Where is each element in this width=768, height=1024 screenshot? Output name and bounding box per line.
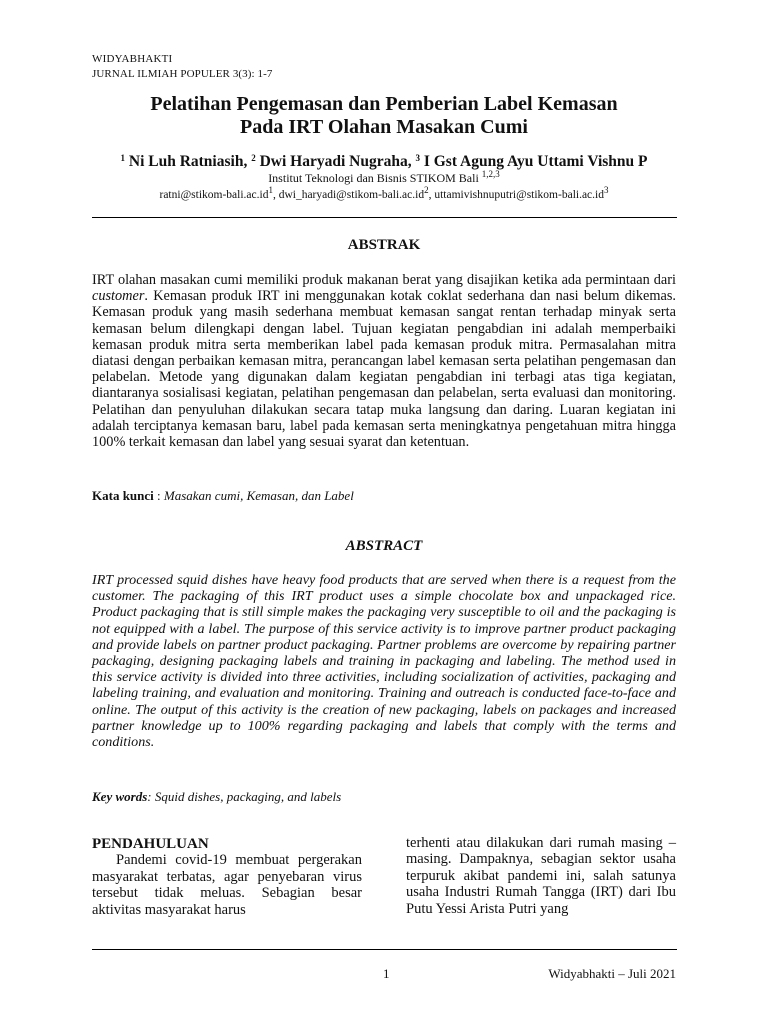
key-words-value: : Squid dishes, packaging, and labels bbox=[147, 789, 342, 804]
abstract-heading: ABSTRACT bbox=[345, 538, 423, 554]
abstrak-heading: ABSTRAK bbox=[347, 237, 421, 253]
key-words-label: Key words bbox=[92, 789, 148, 804]
email-1[interactable]: ratni@stikom-bali.ac.id bbox=[159, 189, 269, 201]
body-paragraph-left bbox=[92, 852, 362, 918]
email-3-index: 3 bbox=[603, 185, 609, 195]
footer-journal-date: Widyabhakti – Juli 2021 bbox=[548, 966, 676, 981]
abstrak-text bbox=[92, 272, 676, 450]
paper-title-line-1: Pelatihan Pengemasan dan Pemberian Label Kemasan bbox=[150, 93, 618, 115]
author-3-index: 3 bbox=[415, 153, 420, 163]
abstrak-text-part-1: IRT olahan masakan cumi memiliki produk makanan berat yang disajikan ketika ada permintaan dari bbox=[92, 272, 676, 288]
author-2-index: 2 bbox=[251, 153, 256, 163]
email-separator: , bbox=[272, 189, 279, 201]
body-text-left: Pandemi covid-19 membuat pergerakan masyarakat terbatas, agar penyebaran virus tersebut tidak meluas. Sebagian besar aktivitas masyarakat harus bbox=[92, 852, 362, 918]
affiliation-indices: 1,2,3 bbox=[481, 169, 500, 179]
abstrak-italic-term: customer bbox=[92, 288, 145, 305]
affiliation-name: Institut Teknologi dan Bisnis STIKOM Bali bbox=[268, 171, 482, 185]
affiliation bbox=[92, 169, 676, 186]
author-emails bbox=[92, 185, 676, 201]
body-column-left bbox=[92, 836, 362, 918]
author-3-name: I Gst Agung Ayu Uttami Vishnu P bbox=[419, 153, 648, 170]
email-2[interactable]: dwi_haryadi@stikom-bali.ac.id bbox=[278, 189, 425, 201]
key-words bbox=[92, 789, 341, 805]
abstrak-text-part-2: . Kemasan produk IRT ini menggunakan kotak coklat sederhana dan nasi belum dikemas. Kemasan produk yang masih sederhana membuat kemasan sangat rentan terhadap minyak serta kemasan belum dilengkapi dengan label. Tujuan kegiatan pengabdian ini adalah memperbaiki kemasan produk mitra serta memberikan label pada kemasan produk mitra. Permasalahan mitra diatasi dengan perbaikan kemasan mitra, perancangan label kemasan serta pelatihan pengemasan dan pelabelan. Metode yang digunakan dalam kegiatan pengabdian ini terbagi atas tiga kegiatan, diantaranya sosialisasi kegiatan, pelatihan pengemasan dan pelabelan, serta evaluasi dan monitoring. Pelatihan dan penyuluhan dilakukan secara tatap muka langsung dan daring. Luaran kegiatan ini adalah terciptanya kemasan baru, label pada kemasan serta meningkatnya pengetahuan mitra hingga 100% terkait kemasan dan label yang sesuai syarat dan ketentuan. bbox=[92, 288, 676, 451]
paper-title-line-2: Pada IRT Olahan Masakan Cumi bbox=[240, 116, 528, 138]
section-heading-pendahuluan: PENDAHULUAN bbox=[92, 836, 209, 852]
email-1-index: 1 bbox=[268, 185, 273, 195]
email-separator: , bbox=[428, 189, 435, 201]
header-divider bbox=[92, 217, 677, 218]
body-column-right bbox=[406, 835, 676, 917]
journal-name: WIDYABHAKTI bbox=[92, 53, 173, 65]
kata-kunci-separator: : bbox=[153, 488, 164, 503]
body-text-right: terhenti atau dilakukan dari rumah masing – masing. Dampaknya, sebagian sektor usaha terpuruk akibat pandemi ini, salah satunya usaha Industri Rumah Tangga (IRT) dari Ibu Putu Yessi Arista Putri yang bbox=[406, 835, 676, 917]
author-2-name: Dwi Haryadi Nugraha, bbox=[255, 153, 416, 170]
author-1-index: 1 bbox=[120, 153, 125, 163]
email-3[interactable]: uttamivishnuputri@stikom-bali.ac.id bbox=[434, 189, 604, 201]
kata-kunci-label: Kata kunci bbox=[92, 488, 154, 503]
kata-kunci-value: Masakan cumi, Kemasan, dan Label bbox=[163, 488, 354, 503]
journal-issue: JURNAL ILMIAH POPULER 3(3): 1-7 bbox=[92, 68, 273, 80]
abstract-text: IRT processed squid dishes have heavy food products that are served when there is a request from the customer. The packaging of this IRT product uses a simple chocolate box and unpackaged rice. Product packaging that is still simple makes the packaging very susceptible to oil and the packaging is not equipped with a label. The purpose of this service activity is to improve partner product packaging and provide labels on partner product packaging. Partner problems are overcome by repairing partner packaging, designing packaging labels and training in packaging and labeling. The method used in this service activity is divided into three activities, including socialization of activities, packaging and labeling training, and evaluation and monitoring. Training and outreach is conducted face-to-face and online. The output of this activity is the creation of new packaging, labels on packages and increased partner knowledge up to 100% regarding packaging and labels that comply with the terms and conditions. bbox=[92, 572, 676, 751]
email-2-index: 2 bbox=[424, 185, 429, 195]
author-1-name: Ni Luh Ratniasih, bbox=[125, 153, 252, 170]
kata-kunci bbox=[92, 488, 354, 504]
footer-divider bbox=[92, 949, 677, 950]
page-number: 1 bbox=[383, 966, 390, 981]
